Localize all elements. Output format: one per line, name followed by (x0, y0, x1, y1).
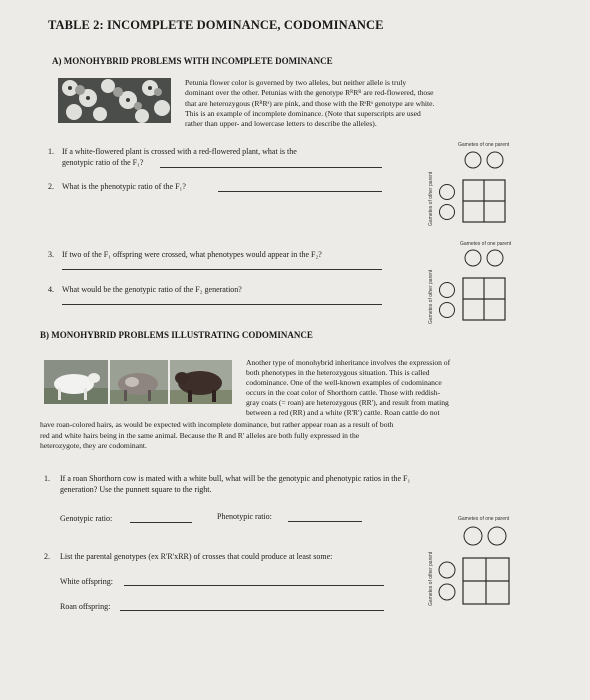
section-a-heading: A) MONOHYBRID PROBLEMS WITH INCOMPLETE DOMINANCE (52, 56, 333, 66)
petunia-photo (58, 78, 171, 123)
a-q4-text: What would be the genotypic ratio of the F₂ generation? (62, 285, 242, 294)
white-offspring-label: White offspring: (60, 577, 113, 586)
b-q1-number: 1. (44, 474, 50, 483)
cattle-photo (44, 360, 232, 404)
b-q2-number: 2. (44, 552, 50, 561)
para-line: Petunia flower color is governed by two alleles, but neither allele is truly (185, 78, 407, 87)
page-title: TABLE 2: INCOMPLETE DOMINANCE, CODOMINANCE (48, 18, 384, 32)
a-q3-answer-line[interactable] (62, 269, 382, 270)
a-q1-text-line1: If a white-flowered plant is crossed with a red-flowered plant, what is the (62, 147, 297, 156)
punnett-square-3[interactable] (425, 524, 535, 614)
a-q1-text-line2: genotypic ratio of the F₁? (62, 158, 144, 167)
para-line: have roan-colored hairs, as would be expected with incomplete dominance, but rather appear roan as a result of both (40, 420, 394, 429)
punnett3-gametes-one-label: Gametes of one parent (458, 516, 510, 522)
punnett-square-2[interactable] (425, 248, 535, 334)
phenotypic-ratio-label: Phenotypic ratio: (217, 512, 272, 521)
a-q2-text: What is the phenotypic ratio of the F₁? (62, 182, 186, 191)
punnett3-gametes-other-label: Gametes of other parent (428, 551, 434, 606)
section-b-paragraph-right (246, 358, 566, 418)
punnett1-gametes-other-label: Gametes of other parent (428, 171, 434, 226)
section-b-heading: B) MONOHYBRID PROBLEMS ILLUSTRATING CODOMINANCE (40, 330, 313, 340)
para-line: that are heterozygous (RᴿRˢ) are pink, and those with the RˢRˢ genotype are white. (185, 98, 435, 108)
white-offspring-input[interactable] (124, 585, 384, 586)
section-b-paragraph-full (40, 420, 570, 452)
phenotypic-ratio-input[interactable] (288, 521, 362, 522)
a-q1-answer-line[interactable] (160, 167, 382, 168)
a-q4-answer-line[interactable] (62, 304, 382, 305)
para-line: dominant over the other. Petunias with the genotype RᴿRᴿ are red-flowered, those (185, 88, 434, 98)
roan-offspring-input[interactable] (120, 610, 384, 611)
genotypic-ratio-input[interactable] (130, 522, 192, 523)
para-line: occurs in the coat color of Shorthorn cattle. Those with reddish- (246, 388, 441, 397)
a-q4-number: 4. (48, 285, 54, 294)
para-line: red and white hairs being in the same animal. Because the R and R' alleles are both fully expressed in the (40, 430, 360, 440)
punnett2-gametes-one-label: Gametes of one parent (460, 241, 512, 247)
b-q2-text: List the parental genotypes (ex R'R'xRR) of crosses that could produce at least some: (60, 552, 333, 561)
para-line: between a red (RR) and a white (R'R') cattle. Roan cattle do not (246, 408, 440, 417)
roan-offspring-label: Roan offspring: (60, 602, 111, 611)
a-q2-answer-line[interactable] (218, 191, 382, 192)
a-q2-number: 2. (48, 182, 54, 191)
a-q1-number: 1. (48, 147, 54, 156)
genotypic-ratio-label: Genotypic ratio: (60, 514, 113, 523)
para-line: Another type of monohybrid inheritance involves the expression of (246, 358, 451, 367)
punnett-square-1[interactable] (425, 150, 535, 236)
punnett2-gametes-other-label: Gametes of other parent (428, 269, 434, 324)
para-line: This is an example of incomplete dominance. (Note that superscripts are used (185, 108, 421, 118)
b-q1-text-line2: generation? Use the punnett square to the right. (60, 485, 212, 494)
para-line: both phenotypes in the heterozygous situation. This is called (246, 368, 430, 377)
para-line: gray coats (= roan) are heterozygous (RR'), and result from mating (246, 398, 449, 407)
punnett1-gametes-one-label: Gametes of one parent (458, 142, 510, 148)
section-a-paragraph (185, 78, 565, 129)
para-line: rather than upper- and lowercase letters to describe the alleles). (185, 119, 377, 129)
a-q3-number: 3. (48, 250, 54, 259)
para-line: codominance. One of the well-known examples of codominance (246, 378, 442, 387)
a-q3-text: If two of the F₁ offspring were crossed, what phenotypes would appear in the F₂? (62, 250, 322, 259)
b-q1-text-line1: If a roan Shorthorn cow is mated with a white bull, what will be the genotypic and phenotypic ratios in the F₁ (60, 474, 411, 483)
para-line: heterozygote, they are codominant. (40, 441, 147, 450)
